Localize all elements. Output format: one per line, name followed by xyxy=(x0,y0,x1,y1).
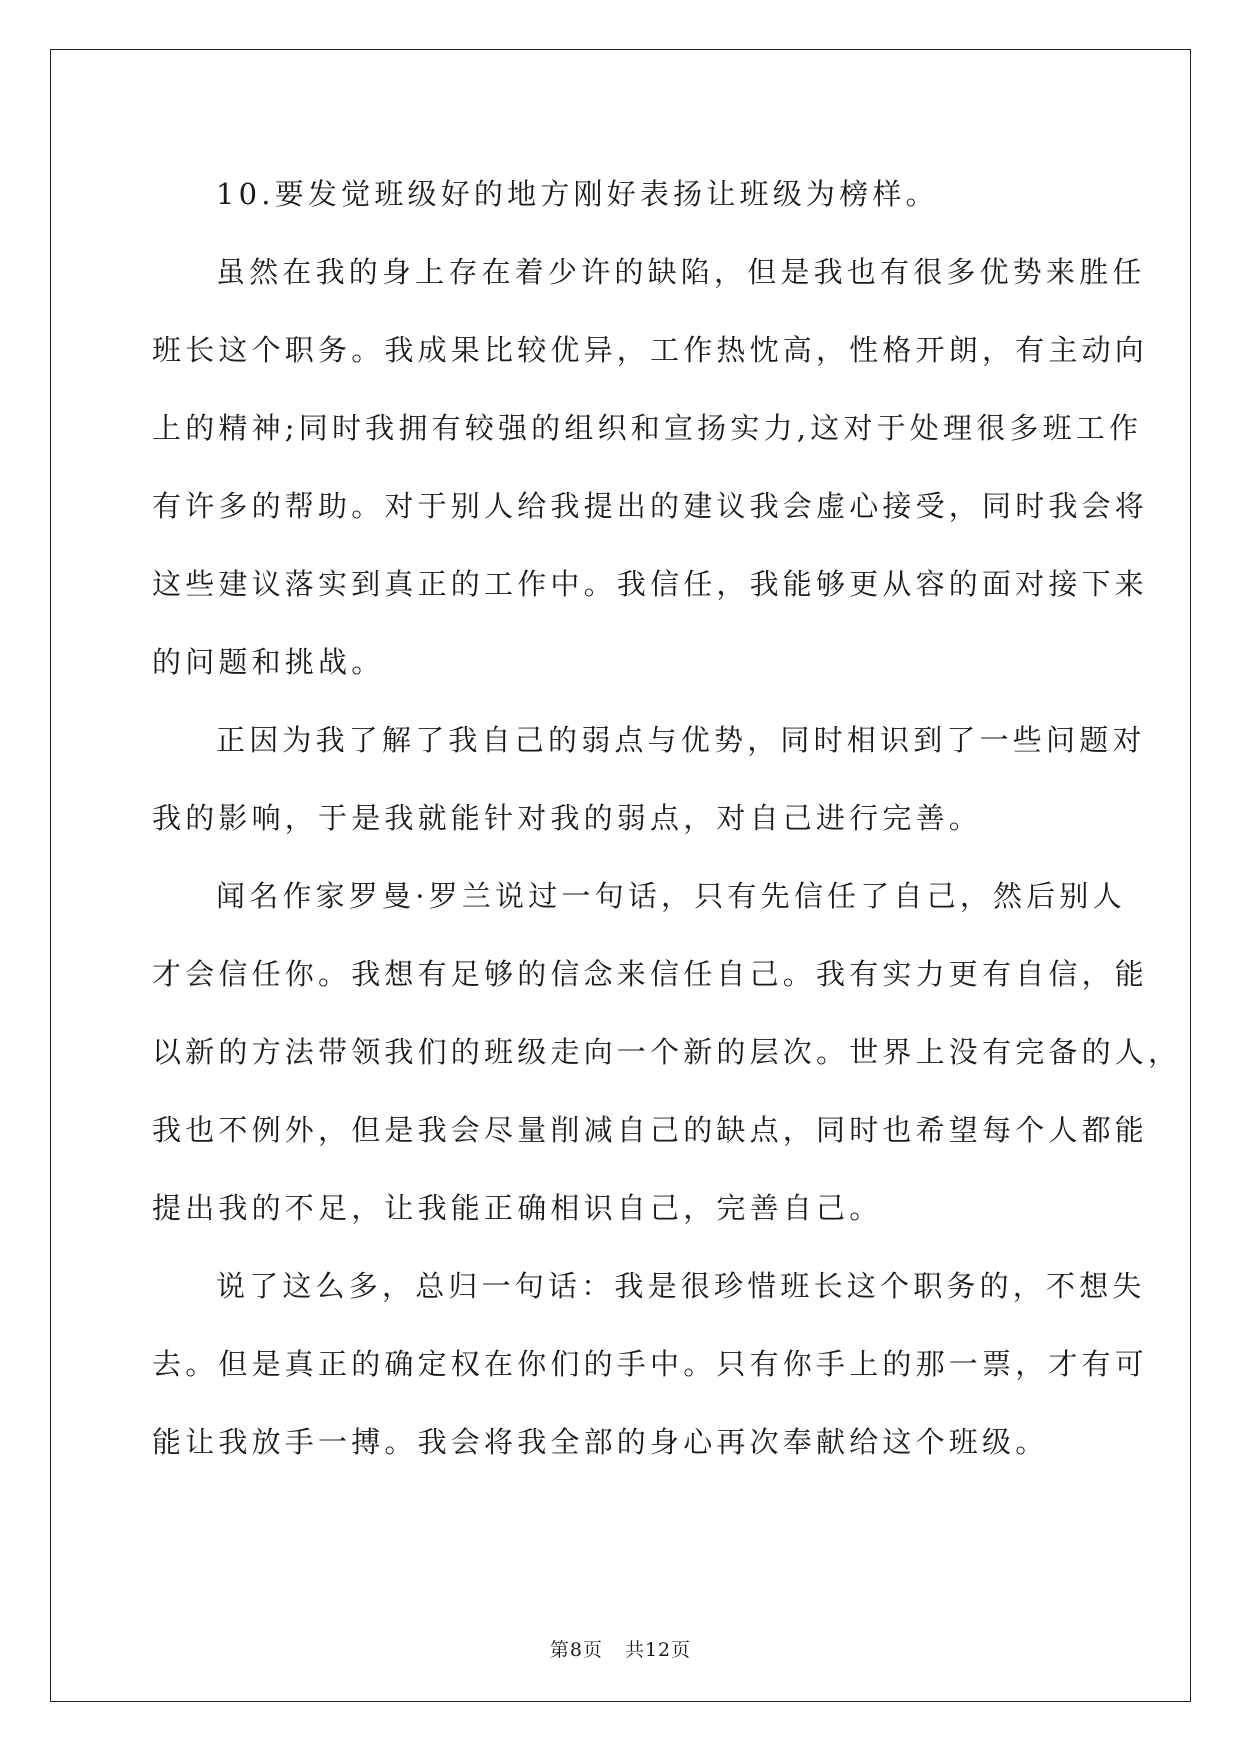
text-line: 才会信任你。我想有足够的信念来信任自己。我有实力更有自信，能 xyxy=(152,957,1149,991)
text-line: 去。但是真正的确定权在你们的手中。只有你手上的那一票，才有可 xyxy=(152,1347,1149,1381)
text-line: 上的精神;同时我拥有较强的组织和宣扬实力,这对于处理很多班工作 xyxy=(152,411,1143,445)
page-number: 第8页 xyxy=(549,1639,603,1661)
document-body xyxy=(152,166,1182,1492)
text-line: 以新的方法带领我们的班级走向一个新的层次。世界上没有完备的人， xyxy=(152,1035,1182,1069)
text-line: 能让我放手一搏。我会将我全部的身心再次奉献给这个班级。 xyxy=(152,1425,1049,1459)
text-line: 10.要发觉班级好的地方刚好表扬让班级为榜样。 xyxy=(216,177,939,211)
text-line: 的问题和挑战。 xyxy=(152,645,385,679)
text-line: 班长这个职务。我成果比较优异，工作热忱高，性格开朗，有主动向 xyxy=(152,333,1149,367)
page-footer xyxy=(0,1635,1241,1662)
text-line: 提出我的不足，让我能正确相识自己，完善自己。 xyxy=(152,1191,883,1225)
text-line: 我的影响，于是我就能针对我的弱点，对自己进行完善。 xyxy=(152,801,983,835)
text-line: 这些建议落实到真正的工作中。我信任，我能够更从容的面对接下来 xyxy=(152,567,1149,601)
text-line: 我也不例外，但是我会尽量削减自己的缺点，同时也希望每个人都能 xyxy=(152,1113,1149,1147)
text-line: 说了这么多，总归一句话：我是很珍惜班长这个职务的，不想失 xyxy=(216,1269,1146,1303)
text-line: 正因为我了解了我自己的弱点与优势，同时相识到了一些问题对 xyxy=(216,723,1146,757)
text-line: 有许多的帮助。对于别人给我提出的建议我会虚心接受，同时我会将 xyxy=(152,489,1149,523)
total-pages: 共12页 xyxy=(624,1639,692,1661)
text-line: 虽然在我的身上存在着少许的缺陷，但是我也有很多优势来胜任 xyxy=(216,255,1146,289)
text-line: 闻名作家罗曼·罗兰说过一句话，只有先信任了自己，然后别人 xyxy=(216,879,1126,913)
